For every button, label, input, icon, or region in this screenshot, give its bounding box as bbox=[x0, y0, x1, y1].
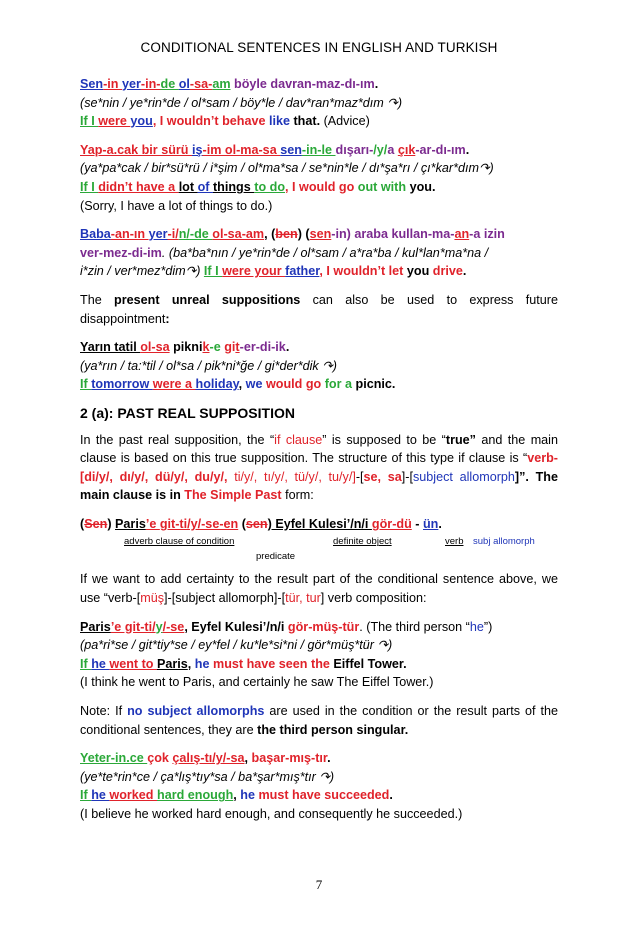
tr-part: -a izin bbox=[469, 227, 505, 242]
en-part: he bbox=[240, 788, 259, 803]
text: : bbox=[165, 311, 170, 326]
english-sentence bbox=[80, 375, 558, 394]
tr-part: , ( bbox=[264, 227, 276, 242]
tr-part: gi bbox=[224, 340, 236, 355]
en-part: out with bbox=[357, 179, 410, 194]
en-part: would go bbox=[265, 377, 325, 392]
tr-part: -de bbox=[189, 227, 213, 242]
tr-part: he bbox=[469, 619, 484, 634]
tr-part: -ar-dı-ım bbox=[415, 142, 466, 157]
tr-part: , bbox=[244, 751, 252, 766]
text: verb-[di/y/, dı/y/, dü/y/, du/y/, bbox=[80, 451, 558, 484]
section-heading: 2 (a): PAST REAL SUPPOSITION bbox=[80, 404, 295, 421]
tr-part: iş bbox=[192, 142, 203, 157]
tr-part: çok bbox=[147, 751, 173, 766]
turkish-sentence-line-1 bbox=[80, 225, 558, 244]
tr-part: ver-mez-di-im bbox=[80, 245, 162, 260]
tr-part: . (The third person “ bbox=[359, 619, 470, 634]
turkish-sentence bbox=[80, 75, 558, 94]
example-advice bbox=[80, 75, 558, 131]
tr-part: ”) bbox=[483, 619, 493, 634]
tr-part: y bbox=[155, 619, 163, 634]
en-part: , I wouldn’t let bbox=[319, 264, 407, 279]
tr-part: -e bbox=[209, 340, 225, 355]
en-part: didn’t have a bbox=[98, 179, 179, 194]
tr-part: -an-ın bbox=[110, 227, 149, 242]
tr-part: ol-sa-am bbox=[212, 227, 265, 242]
tr-part: sen bbox=[245, 516, 268, 531]
text: subject allomorph bbox=[412, 469, 515, 484]
turkish-sentence bbox=[80, 141, 558, 160]
page-number: 7 bbox=[315, 877, 323, 892]
tr-part: ( bbox=[238, 516, 246, 531]
en-part: we bbox=[245, 377, 266, 392]
text: ]”. The main clause is in bbox=[80, 469, 558, 503]
page-body bbox=[80, 75, 558, 834]
tr-part: Paris bbox=[115, 516, 146, 531]
tr-part: ün bbox=[422, 516, 439, 531]
punct: . bbox=[465, 142, 470, 157]
english-sentence bbox=[80, 655, 558, 674]
en-part: , I bbox=[285, 179, 300, 194]
pronunciation: (ye*te*rin*ce / ça*lış*tıy*sa / ba*şar*mış*tır ↷) bbox=[80, 769, 335, 784]
en-part: picnic. bbox=[355, 377, 396, 392]
en-part: , bbox=[233, 788, 241, 803]
turkish-sentence bbox=[80, 338, 558, 357]
text: ]-[subject allomorph]-[ bbox=[164, 591, 286, 606]
text: ti/y/, tı/y/, tü/y/, tu/y/] bbox=[234, 469, 356, 484]
tr-part: n/ bbox=[178, 227, 190, 242]
tr-part: /-se bbox=[162, 619, 185, 634]
en-part: Eiffel Tower bbox=[333, 656, 404, 671]
tr-part: -in-le bbox=[301, 142, 336, 157]
tr-part: çık bbox=[397, 142, 416, 157]
tr-part: Yap-a.cak bir sürü bbox=[80, 142, 192, 157]
main-clause: böyle davran-maz-dı-ım bbox=[230, 77, 375, 91]
en-part: hard enough bbox=[157, 788, 234, 803]
text: Note: If bbox=[80, 704, 128, 719]
tr-part: ) Eyfel Kulesi’/n/i bbox=[267, 516, 372, 531]
tr-part: Yarın tatil bbox=[80, 340, 141, 355]
example-paris-structure bbox=[80, 515, 558, 565]
tr-part: ol-sa bbox=[140, 340, 170, 355]
tr-part: sen bbox=[309, 227, 332, 242]
en-part: were a bbox=[152, 377, 196, 392]
tr-part: k bbox=[202, 340, 210, 355]
text: form: bbox=[281, 488, 314, 503]
turkish-sentence-line-2 bbox=[80, 244, 558, 263]
tr-part: ( bbox=[80, 516, 85, 531]
pronunciation: (ya*pa*cak / bir*sü*rü / i*şim / ol*ma*sa / se*nin*le / dı*şa*rı / çı*kar*dım↷) bbox=[80, 161, 494, 176]
en-note: (Advice) bbox=[320, 114, 370, 129]
text: In the past real supposition, the “ bbox=[80, 432, 275, 447]
tr-part: ’e bbox=[145, 516, 160, 531]
en-part: must have succeeded bbox=[258, 788, 390, 803]
gloss: (I believe he worked hard enough, and consequently he succeeded.) bbox=[80, 807, 463, 821]
tr-part: -im ol-ma-sa bbox=[202, 142, 281, 157]
tr-part: -er-di-ik bbox=[239, 340, 286, 355]
tr-part: çalış-tı/y/-sa bbox=[172, 751, 245, 766]
suffix: -in bbox=[103, 77, 122, 91]
paragraph-future-disappointment bbox=[80, 291, 558, 328]
text: present unreal suppositions bbox=[114, 292, 301, 307]
en-part: If I bbox=[80, 114, 99, 129]
annot-adverb-clause: adverb clause of condition bbox=[124, 536, 235, 548]
en-part: would go bbox=[299, 179, 358, 194]
en-part: , bbox=[238, 377, 246, 392]
tr-part: -in) araba kullan-ma- bbox=[331, 227, 455, 242]
en-part: , I wouldn’t behave bbox=[152, 114, 269, 129]
tr-part: git-ti/y/-se-en bbox=[159, 516, 239, 531]
suffix: am bbox=[212, 77, 231, 91]
example-eiffel bbox=[80, 618, 558, 692]
turkish-sentence bbox=[80, 618, 558, 637]
annot-verb: verb bbox=[445, 536, 464, 548]
en-part: of bbox=[197, 179, 213, 194]
en-part: If bbox=[80, 788, 92, 803]
tr-part: Paris bbox=[80, 619, 111, 634]
pronunciation: (pa*ri*se / git*tiy*se / ey*fel / ku*le*si*ni / gör*müş*tür ↷) bbox=[80, 638, 393, 653]
tr-part: sen bbox=[280, 142, 302, 157]
en-part: that. bbox=[293, 114, 321, 129]
tr-part: t bbox=[235, 340, 240, 355]
en-part: he bbox=[91, 788, 110, 803]
en-part: drive bbox=[432, 264, 463, 279]
paragraph-past-real bbox=[80, 431, 558, 505]
tr-part: Yeter-in.ce bbox=[80, 751, 148, 766]
annot-subj-allomorph: subj allomorph bbox=[473, 536, 535, 548]
pronunciation: (ya*rın / ta:*til / ol*sa / pik*ni*ğe / gi*der*dik ↷) bbox=[80, 358, 337, 373]
punct: . bbox=[438, 516, 442, 531]
tr-part: ) bbox=[107, 516, 116, 531]
text: if clause bbox=[274, 432, 323, 447]
text: The Simple Past bbox=[184, 488, 282, 503]
tr-part: ’e git-ti/ bbox=[110, 619, 156, 634]
pronunciation: (se*nin / ye*rin*de / ol*sam / böy*le / dav*ran*maz*dım ↷) bbox=[80, 95, 403, 110]
punct: . bbox=[403, 656, 407, 671]
tr-part: başar-mış-tır bbox=[251, 751, 328, 766]
turkish-sentence bbox=[80, 749, 558, 768]
tr-part: gör-müş-tür bbox=[287, 619, 360, 634]
en-part: holiday bbox=[195, 377, 239, 392]
pronunciation: . (ba*ba*nın / ye*rin*de / ol*sam / a*ra*ba / kul*lan*ma*na / bbox=[161, 245, 489, 260]
en-part: things bbox=[212, 179, 255, 194]
en-part: If bbox=[80, 656, 92, 671]
annotation-predicate bbox=[80, 548, 558, 564]
page-title: CONDITIONAL SENTENCES IN ENGLISH AND TURKISH bbox=[140, 40, 498, 55]
en-part: you bbox=[130, 114, 153, 129]
tr-part: Sen bbox=[84, 516, 108, 531]
english-sentence bbox=[80, 178, 558, 197]
tr-part: , Eyfel Kulesi’/n/i bbox=[184, 619, 288, 634]
text: müş bbox=[140, 591, 164, 606]
en-part: he bbox=[194, 656, 213, 671]
tr-part: pikni bbox=[169, 340, 203, 355]
tr-part: yer bbox=[148, 227, 168, 242]
tr-part: - bbox=[411, 516, 423, 531]
punct: . bbox=[389, 788, 393, 803]
tr-part: gör-dü bbox=[371, 516, 412, 531]
tr-part: -i/ bbox=[167, 227, 179, 242]
text: se, sa bbox=[363, 469, 402, 484]
punct: . bbox=[285, 340, 290, 355]
en-part: were bbox=[98, 114, 131, 129]
en-part: you bbox=[406, 264, 433, 279]
en-part: If bbox=[80, 377, 92, 392]
tr-part: dışarı- bbox=[335, 142, 374, 157]
en-part: to do bbox=[254, 179, 286, 194]
en-part: lot bbox=[178, 179, 198, 194]
text: -[ bbox=[355, 469, 364, 484]
en-part: went to bbox=[109, 656, 157, 671]
en-part: like bbox=[268, 114, 294, 129]
punct: . bbox=[462, 264, 467, 279]
suffix: -in- bbox=[140, 77, 161, 91]
en-part: father bbox=[285, 264, 320, 279]
tr-part: ) ( bbox=[297, 227, 310, 242]
turkish-sentence bbox=[80, 515, 558, 534]
text: are used in the condition or the result parts of the conditional sentences, they are bbox=[80, 704, 558, 737]
en-part: , bbox=[187, 656, 195, 671]
en-part: were your bbox=[222, 264, 286, 279]
example-sorry bbox=[80, 141, 558, 215]
suffix: de bbox=[160, 77, 179, 91]
example-succeeded bbox=[80, 749, 558, 823]
text: ” is supposed to be “ bbox=[322, 432, 446, 447]
paragraph-note bbox=[80, 702, 558, 739]
paragraph-certainty bbox=[80, 570, 558, 607]
tr-part: an bbox=[454, 227, 470, 242]
word-sen: Sen bbox=[80, 77, 104, 91]
en-part: he bbox=[91, 656, 110, 671]
english-sentence bbox=[80, 112, 558, 131]
text: If we want to add certainty to the result part of the conditional sentence above, we use “verb-[ bbox=[80, 572, 558, 606]
en-part: worked bbox=[109, 788, 157, 803]
text: true” bbox=[445, 432, 476, 447]
text: the third person singular. bbox=[257, 722, 409, 737]
annot-definite-object: definite object bbox=[333, 536, 392, 548]
en-part: If I bbox=[80, 179, 99, 194]
suffix: -sa- bbox=[189, 77, 213, 91]
en-part: If I bbox=[203, 264, 223, 279]
tr-part: /y/ bbox=[373, 142, 388, 157]
word-ol: ol bbox=[178, 77, 190, 91]
tr-part: Baba bbox=[80, 227, 111, 242]
en-part: you bbox=[409, 179, 432, 194]
punct: . bbox=[327, 751, 331, 766]
text: ] verb composition: bbox=[320, 591, 427, 606]
en-part: for a bbox=[324, 377, 356, 392]
text: can also be used to express future disappointment bbox=[80, 292, 558, 326]
annot-predicate: predicate bbox=[256, 551, 296, 563]
english-sentence bbox=[80, 786, 558, 805]
example-father bbox=[80, 225, 558, 281]
annotation-row bbox=[80, 533, 558, 548]
en-part: must have seen the bbox=[213, 656, 334, 671]
text: tür, tur bbox=[285, 591, 321, 606]
pronunciation: i*zin / ver*mez*dim↷) bbox=[80, 264, 204, 279]
turkish-sentence-line-3 bbox=[80, 262, 558, 281]
text: no subject allomorphs bbox=[127, 704, 265, 719]
en-part: Paris bbox=[156, 656, 188, 671]
gloss: (Sorry, I have a lot of things to do.) bbox=[80, 198, 273, 213]
text: ]-[ bbox=[401, 469, 413, 484]
tr-part: a bbox=[387, 142, 398, 157]
punct: . bbox=[431, 179, 436, 194]
example-holiday bbox=[80, 338, 558, 394]
en-part: tomorrow bbox=[91, 377, 153, 392]
punct: . bbox=[374, 77, 379, 91]
text: The bbox=[80, 292, 115, 307]
tr-part: ben bbox=[275, 227, 298, 242]
text: and the main clause is based on this true supposition. The structure of this type if clause is “ bbox=[80, 432, 558, 466]
gloss: (I think he went to Paris, and certainly he saw The Eiffel Tower.) bbox=[80, 675, 434, 690]
word-yer: yer bbox=[122, 77, 141, 91]
